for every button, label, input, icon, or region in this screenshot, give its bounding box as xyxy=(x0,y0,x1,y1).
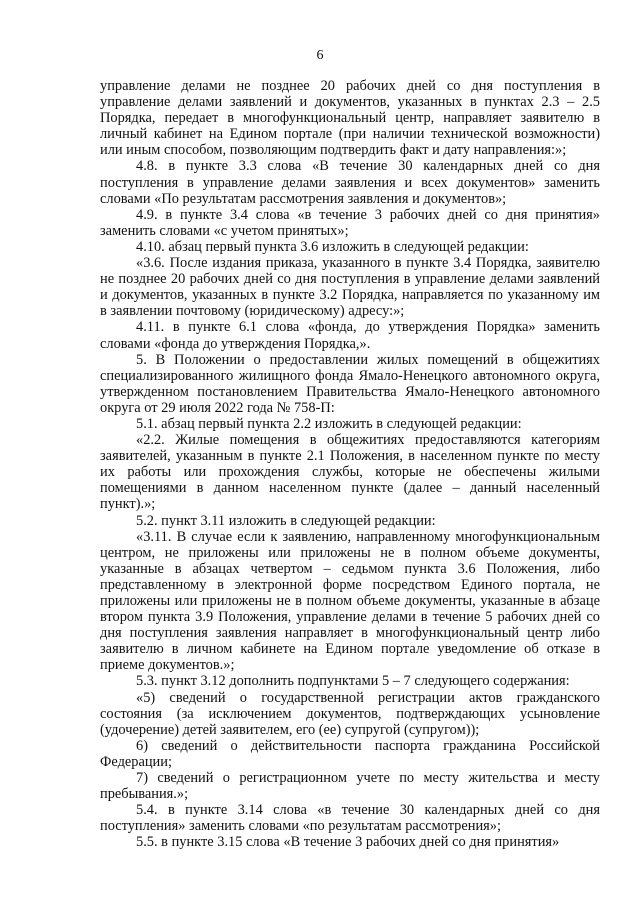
paragraph: 4.11. в пункте 6.1 слова «фонда, до утверждения Порядка» заменить словами «фонда до утверждения Порядка,». xyxy=(100,319,600,352)
paragraph: управление делами не позднее 20 рабочих дней со дня поступления в управление делами заявлений и документов, указанных в пунктах 2.3 – 2.5 Порядка, передает в многофункциональный центр, направляет заявителю в личный кабинет на Едином портале (при наличии технической возможности) или иным способом, позволяющим подтвердить факт и дату направления:»; xyxy=(100,78,600,159)
paragraph: 4.10. абзац первый пункта 3.6 изложить в следующей редакции: xyxy=(136,238,529,255)
document-body xyxy=(100,78,600,851)
paragraph: 5.3. пункт 3.12 дополнить подпунктами 5 – 7 следующего содержания: xyxy=(136,673,570,690)
paragraph: 6) сведений о действительности паспорта гражданина Российской Федерации; xyxy=(100,737,600,770)
paragraph: 5.2. пункт 3.11 изложить в следующей редакции: xyxy=(136,512,436,529)
paragraph: «3.6. После издания приказа, указанного в пункте 3.4 Порядка, заявителю не позднее 20 рабочих дней со дня поступления в управление делами заявлений и документов, указанных в пункте 3.2 Порядка, направляется по указанному им в заявлении почтовому (юридическому) адресу:»; xyxy=(100,255,600,320)
paragraph: 4.8. в пункте 3.3 слова «В течение 30 календарных дней со дня поступления в управление делами заявления и всех документов» заменить словами «По результатам рассмотрения заявления и документов»; xyxy=(100,158,600,207)
paragraph: 5.1. абзац первый пункта 2.2 изложить в следующей редакции: xyxy=(136,415,522,432)
paragraph: «3.11. В случае если к заявлению, направленному многофункциональным центром, не приложены или приложены не в полном объеме документы, указанные в абзацах четвертом – седьмом пункта 3.6 Положения, либо представленному в электронной форме посредством Единого портала, не приложены или приложены не в полном объеме документы, указанные в абзаце втором пункта 3.9 Положения, управление делами в течение 5 рабочих дней со дня поступления заявления направляет в многофункциональный центр либо заявителю в личном кабинете на Едином портале уведомление об отказе в приеме документов.»; xyxy=(100,528,600,674)
page-number: 6 xyxy=(316,48,324,63)
paragraph: 5. В Положении о предоставлении жилых помещений в общежитиях специализированного жилищного фонда Ямало-Ненецкого автономного округа, утвержденном постановлением Правительства Ямало-Ненецкого автономного округа от 29 июля 2022 года № 758-П: xyxy=(100,351,600,416)
paragraph: «5) сведений о государственной регистрации актов гражданского состояния (за исключением документов, подтверждающих усыновление (удочерение) детей заявителем, его (ее) супругой (супругом)); xyxy=(100,689,600,738)
paragraph: «2.2. Жилые помещения в общежитиях предоставляются категориям заявителей, указанным в пункте 2.1 Положения, в населенном пункте по месту их работы или прохождения службы, которые не обеспечены жилыми помещениями в данном населенном пункте (далее – данный населенный пункт).»; xyxy=(100,432,600,513)
paragraph: 7) сведений о регистрационном учете по месту жительства и месту пребывания.»; xyxy=(100,770,600,803)
paragraph: 5.5. в пункте 3.15 слова «В течение 3 рабочих дней со дня принятия» xyxy=(136,834,560,851)
paragraph: 5.4. в пункте 3.14 слова «в течение 30 календарных дней со дня поступления» заменить словами «по результатам рассмотрения»; xyxy=(100,802,600,835)
paragraph: 4.9. в пункте 3.4 слова «в течение 3 рабочих дней со дня принятия» заменить словами «с учетом принятых»; xyxy=(100,206,600,239)
